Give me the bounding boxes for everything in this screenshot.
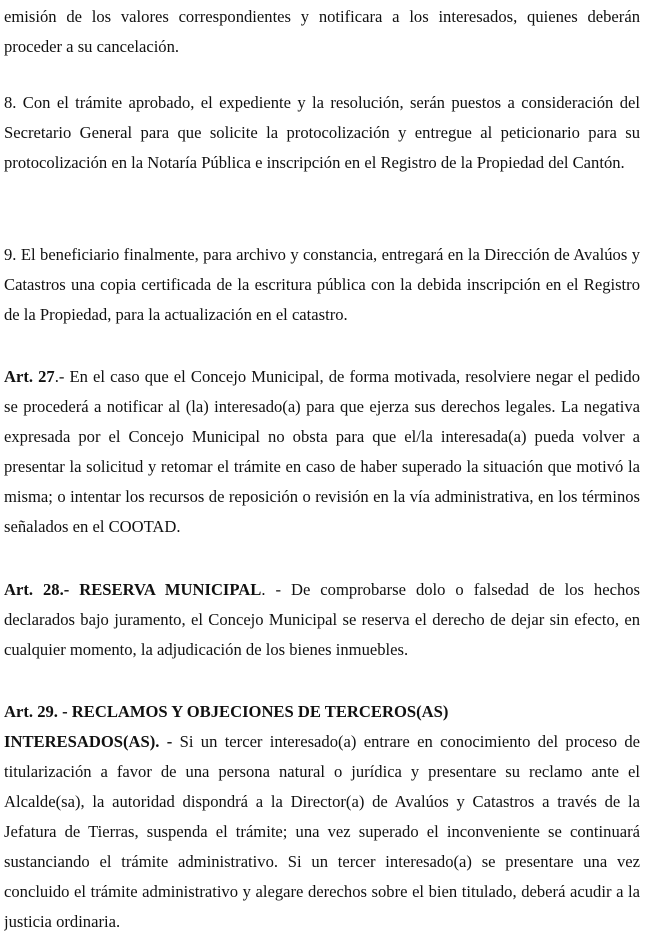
article-29-heading-word: RECLAMOS	[71, 702, 168, 721]
article-29-heading-word: -	[62, 702, 68, 721]
article-27-label: Art. 27	[4, 367, 55, 386]
article-28-text: . - De comprobarse dolo o falsedad de los hechos declarados bajo juramento, el Concejo Municipal se reserva el derecho de dejar sin efecto, en cualquier momento, la adjudicación de los bienes inmuebles.	[4, 580, 640, 659]
document-page	[4, 0, 640, 945]
article-29-title-cont: INTERESADOS(AS). -	[4, 732, 173, 751]
article-28-label: Art. 28	[4, 580, 60, 599]
article-29-heading-word: TERCEROS(AS)	[324, 702, 449, 721]
article-29-body	[4, 727, 640, 937]
paragraph-continuation	[4, 2, 640, 62]
article-29-heading-word: Y	[171, 702, 183, 721]
article-29-heading-word: DE	[297, 702, 321, 721]
article-28	[4, 575, 640, 665]
article-29-heading-word: Art.	[4, 702, 34, 721]
article-29-heading-word: 29.	[37, 702, 58, 721]
article-27	[4, 362, 640, 542]
paragraph-item-9	[4, 240, 640, 330]
article-29-heading-word: OBJECIONES	[186, 702, 294, 721]
paragraph-continuation-text: emisión de los valores correspondientes y notificara a los interesados, quienes deberán proceder a su cancelación.	[4, 7, 640, 56]
paragraph-item-9-text: 9. El beneficiario finalmente, para archivo y constancia, entregará en la Dirección de Avalúos y Catastros una copia certificada de la escritura pública con la debida inscripción en el Registro de la Propiedad, para la actualización en el catastro.	[4, 245, 640, 324]
paragraph-item-8-text: 8. Con el trámite aprobado, el expediente y la resolución, serán puestos a consideración del Secretario General para que solicite la protocolización y entregue al peticionario para su protocolización en la Notaría Pública e inscripción en el Registro de la Propiedad del Cantón.	[4, 93, 640, 172]
article-27-text: .- En el caso que el Concejo Municipal, de forma motivada, resolviere negar el pedido se procederá a notificar al (la) interesado(a) para que ejerza sus derechos legales. La negativa expresada por el Concejo Municipal no obsta para que el/la interesada(a) pueda volver a presentar la solicitud y retomar el trámite en caso de haber superado la situación que motivó la misma; o intentar los recursos de reposición o revisión en la vía administrativa, en los términos señalados en el COOTAD.	[4, 367, 640, 536]
article-29-text: Si un tercer interesado(a) entrare en conocimiento del proceso de titularización a favor de una persona natural o jurídica y presentare su reclamo ante el Alcalde(sa), la autoridad dispondrá a la Director(a) de Avalúos y Catastros a través de la Jefatura de Tierras, suspenda el trámite; una vez superado el inconveniente se continuará sustanciando el trámite administrativo. Si un tercer interesado(a) se presentare una vez concluido el trámite administrativo y alegare derechos sobre el bien titulado, deberá acudir a la justicia ordinaria.	[4, 732, 640, 931]
paragraph-item-8	[4, 88, 640, 178]
article-28-title: .- RESERVA MUNICIPAL	[59, 580, 262, 599]
article-29-heading	[4, 697, 640, 727]
article-29	[4, 697, 640, 937]
